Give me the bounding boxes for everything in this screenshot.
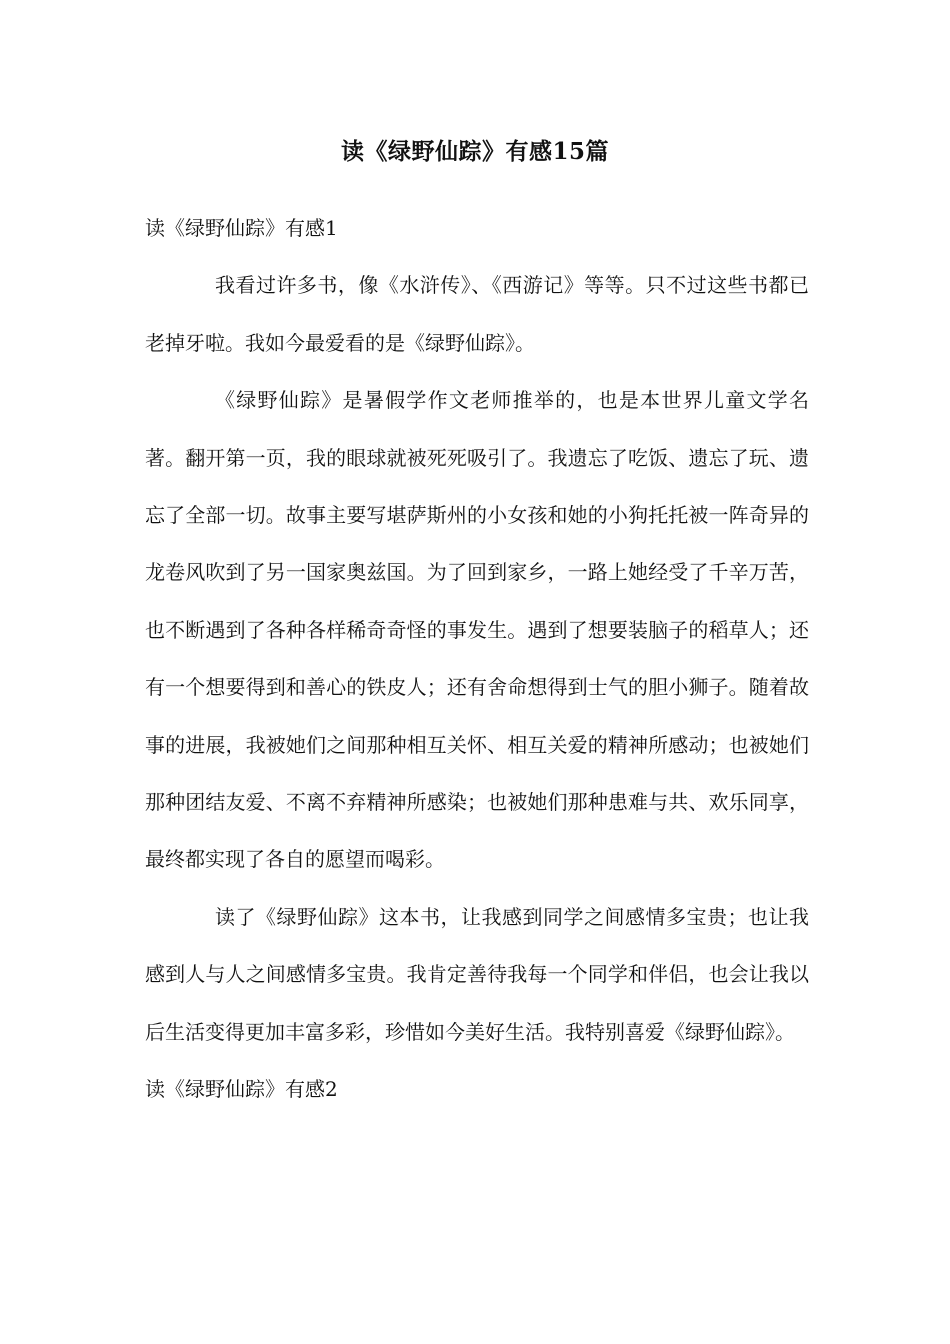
paragraph: 读了《绿野仙踪》这本书，让我感到同学之间感情多宝贵；也让我感到人与人之间感情多宝贵。我肯定善待我每一个同学和伴侣，也会让我以后生活变得更加丰富多彩，珍惜如今美好生活。我特别喜爱《绿野仙踪》。	[145, 904, 809, 1044]
paragraph: 《绿野仙踪》是暑假学作文老师推举的，也是本世界儿童文学名著。翻开第一页，我的眼球就被死死吸引了。我遗忘了吃饭、遗忘了玩、遗忘了全部一切。故事主要写堪萨斯州的小女孩和她的小狗托托被一阵奇异的龙卷风吹到了另一国家奥兹国。为了回到家乡，一路上她经受了千辛万苦，也不断遇到了各种各样稀奇奇怪的事发生。遇到了想要装脑子的稻草人；还有一个想要得到和善心的铁皮人；还有舍命想得到士气的胆小狮子。随着故事的进展，我被她们之间那种相互关怀、相互关爱的精神所感动；也被她们那种团结友爱、不离不弃精神所感染；也被她们那种患难与共、欢乐同享，最终都实现了各自的愿望而喝彩。	[145, 388, 809, 872]
document-body	[145, 200, 809, 1119]
document-title: 读《绿野仙踪》有感15篇	[340, 138, 609, 165]
paragraph: 我看过许多书，像《水浒传》、《西游记》等等。只不过这些书都已老掉牙啦。我如今最爱看的是《绿野仙踪》。	[145, 273, 809, 355]
section-heading: 读《绿野仙踪》有感1	[145, 216, 338, 240]
section-heading: 读《绿野仙踪》有感2	[145, 1077, 338, 1102]
